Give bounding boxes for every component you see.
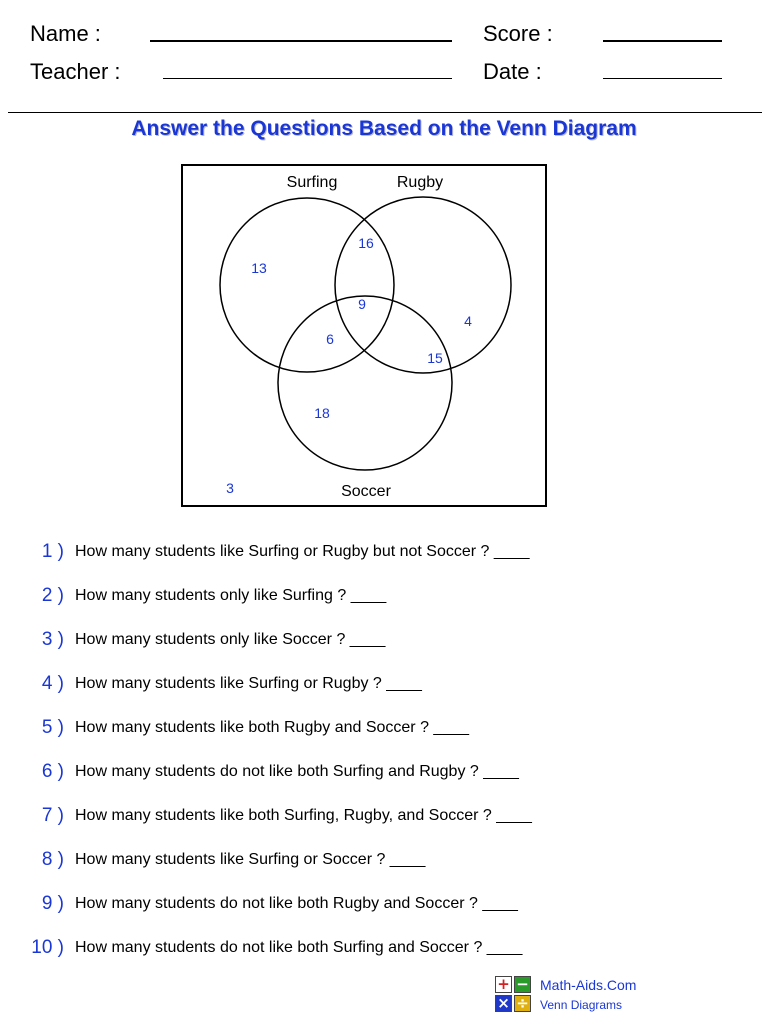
question-number: 10 )	[31, 937, 64, 958]
region-surfing-only: 13	[251, 260, 267, 276]
question-item	[0, 891, 768, 917]
set-label-surfing: Surfing	[286, 174, 338, 191]
question-item	[0, 847, 768, 873]
question-text: How many students like both Rugby and Soccer ? ____	[75, 719, 470, 736]
question-text: How many students like Surfing or Soccer ? ____	[75, 851, 426, 868]
math-operations-icon[interactable]	[495, 976, 535, 1016]
question-item	[0, 803, 768, 829]
question-text: How many students do not like both Surfing and Soccer ? ____	[75, 939, 523, 956]
question-item	[0, 935, 768, 961]
question-text: How many students only like Soccer ? ____	[75, 631, 386, 648]
question-number: 1 )	[41, 541, 64, 562]
question-text: How many students like Surfing or Rugby but not Soccer ? ____	[75, 543, 530, 560]
region-all-three: 9	[358, 296, 366, 312]
date-label: Date :	[483, 59, 542, 84]
region-surfing-soccer: 6	[326, 331, 334, 347]
times-icon: ×	[495, 995, 512, 1012]
question-number: 4 )	[41, 673, 64, 694]
question-number: 3 )	[41, 629, 64, 650]
question-number: 5 )	[41, 717, 64, 738]
question-text: How many students do not like both Surfing and Rugby ? ____	[75, 763, 519, 780]
question-item	[0, 539, 768, 565]
rugby-circle	[335, 197, 511, 373]
worksheet-type: Venn Diagrams	[540, 998, 623, 1012]
teacher-label: Teacher :	[30, 59, 121, 84]
name-label: Name :	[30, 21, 101, 46]
plus-icon: +	[495, 976, 512, 993]
region-rugby-soccer: 15	[427, 350, 443, 366]
question-item	[0, 759, 768, 785]
question-number: 8 )	[41, 849, 64, 870]
site-link[interactable]: Math-Aids.Com	[540, 977, 637, 993]
region-rugby-only: 4	[464, 313, 472, 329]
region-surfing-rugby: 16	[358, 235, 374, 251]
region-soccer-only: 18	[314, 405, 330, 421]
question-item	[0, 671, 768, 697]
divide-icon: ÷	[514, 995, 531, 1012]
question-item	[0, 583, 768, 609]
question-number: 9 )	[41, 893, 64, 914]
question-item	[0, 715, 768, 741]
question-text: How many students like both Surfing, Rugby, and Soccer ? ____	[75, 807, 532, 824]
question-number: 2 )	[41, 585, 64, 606]
worksheet-title: Answer the Questions Based on the Venn Diagram	[131, 117, 637, 140]
region-none: 3	[226, 480, 234, 496]
question-text: How many students do not like both Rugby and Soccer ? ____	[75, 895, 518, 912]
surfing-circle	[220, 198, 394, 372]
question-number: 6 )	[41, 761, 64, 782]
set-label-soccer: Soccer	[341, 483, 391, 500]
question-text: How many students like Surfing or Rugby ? ____	[75, 675, 422, 692]
question-item	[0, 627, 768, 653]
set-label-rugby: Rugby	[396, 174, 444, 191]
minus-icon: −	[514, 976, 531, 993]
soccer-circle	[278, 296, 452, 470]
question-text: How many students only like Surfing ? ____	[75, 587, 387, 604]
question-number: 7 )	[41, 805, 64, 826]
score-label: Score :	[483, 21, 553, 46]
